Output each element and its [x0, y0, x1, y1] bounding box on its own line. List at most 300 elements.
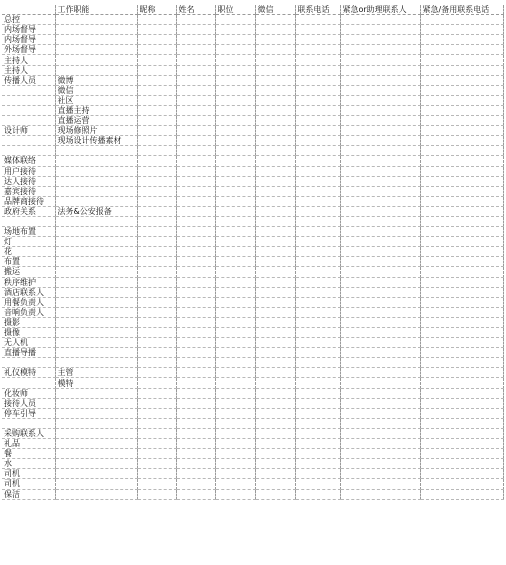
cell-position[interactable] [215, 196, 255, 206]
cell-emergency-contact[interactable] [340, 65, 420, 75]
cell-function[interactable]: 社区 [55, 95, 137, 105]
cell-name[interactable] [176, 126, 215, 136]
cell-emergency-contact[interactable] [340, 479, 420, 489]
cell-nickname[interactable] [137, 186, 176, 196]
cell-phone[interactable] [295, 95, 340, 105]
cell-role[interactable]: 嘉宾接待 [2, 186, 55, 196]
cell-emergency-contact[interactable] [340, 408, 420, 418]
cell-emergency-contact[interactable] [340, 489, 420, 499]
cell-role[interactable]: 布置 [2, 257, 55, 267]
cell-emergency-contact[interactable] [340, 95, 420, 105]
cell-emergency-phone[interactable] [420, 146, 503, 156]
cell-function[interactable] [55, 317, 137, 327]
cell-role[interactable]: 音响负责人 [2, 307, 55, 317]
cell-function[interactable]: 直播运营 [55, 116, 137, 126]
cell-nickname[interactable] [137, 338, 176, 348]
cell-name[interactable] [176, 166, 215, 176]
cell-wechat[interactable] [255, 317, 295, 327]
cell-emergency-phone[interactable] [420, 35, 503, 45]
cell-emergency-contact[interactable] [340, 156, 420, 166]
cell-function[interactable] [55, 307, 137, 317]
cell-wechat[interactable] [255, 408, 295, 418]
cell-position[interactable] [215, 358, 255, 368]
cell-function[interactable] [55, 398, 137, 408]
cell-name[interactable] [176, 287, 215, 297]
cell-wechat[interactable] [255, 55, 295, 65]
cell-role[interactable]: 无人机 [2, 338, 55, 348]
cell-emergency-phone[interactable] [420, 216, 503, 226]
cell-emergency-phone[interactable] [420, 378, 503, 388]
cell-name[interactable] [176, 307, 215, 317]
cell-position[interactable] [215, 328, 255, 338]
cell-position[interactable] [215, 338, 255, 348]
cell-emergency-contact[interactable] [340, 328, 420, 338]
cell-nickname[interactable] [137, 116, 176, 126]
cell-nickname[interactable] [137, 267, 176, 277]
cell-position[interactable] [215, 15, 255, 25]
cell-role[interactable]: 化妆师 [2, 388, 55, 398]
cell-wechat[interactable] [255, 297, 295, 307]
cell-nickname[interactable] [137, 35, 176, 45]
cell-phone[interactable] [295, 176, 340, 186]
cell-emergency-contact[interactable] [340, 459, 420, 469]
header-cell-nickname[interactable]: 昵称 [137, 5, 176, 15]
cell-phone[interactable] [295, 348, 340, 358]
cell-nickname[interactable] [137, 449, 176, 459]
cell-role[interactable] [2, 216, 55, 226]
cell-emergency-contact[interactable] [340, 166, 420, 176]
cell-emergency-phone[interactable] [420, 408, 503, 418]
cell-position[interactable] [215, 227, 255, 237]
cell-position[interactable] [215, 216, 255, 226]
cell-wechat[interactable] [255, 196, 295, 206]
cell-role[interactable]: 政府关系 [2, 206, 55, 216]
cell-emergency-phone[interactable] [420, 25, 503, 35]
cell-emergency-contact[interactable] [340, 75, 420, 85]
cell-role[interactable]: 用户接待 [2, 166, 55, 176]
cell-emergency-contact[interactable] [340, 449, 420, 459]
cell-wechat[interactable] [255, 35, 295, 45]
cell-wechat[interactable] [255, 428, 295, 438]
cell-nickname[interactable] [137, 328, 176, 338]
cell-emergency-phone[interactable] [420, 196, 503, 206]
cell-name[interactable] [176, 328, 215, 338]
cell-emergency-phone[interactable] [420, 95, 503, 105]
cell-wechat[interactable] [255, 307, 295, 317]
cell-role[interactable]: 设计师 [2, 126, 55, 136]
cell-emergency-phone[interactable] [420, 277, 503, 287]
cell-role[interactable]: 传播人员 [2, 75, 55, 85]
cell-phone[interactable] [295, 116, 340, 126]
cell-name[interactable] [176, 317, 215, 327]
cell-position[interactable] [215, 126, 255, 136]
cell-phone[interactable] [295, 65, 340, 75]
cell-emergency-phone[interactable] [420, 237, 503, 247]
cell-wechat[interactable] [255, 15, 295, 25]
cell-name[interactable] [176, 338, 215, 348]
cell-phone[interactable] [295, 479, 340, 489]
cell-emergency-phone[interactable] [420, 75, 503, 85]
cell-phone[interactable] [295, 338, 340, 348]
cell-wechat[interactable] [255, 257, 295, 267]
cell-phone[interactable] [295, 237, 340, 247]
cell-nickname[interactable] [137, 227, 176, 237]
cell-role[interactable]: 总控 [2, 15, 55, 25]
cell-nickname[interactable] [137, 146, 176, 156]
cell-emergency-contact[interactable] [340, 257, 420, 267]
cell-wechat[interactable] [255, 449, 295, 459]
cell-nickname[interactable] [137, 55, 176, 65]
cell-position[interactable] [215, 317, 255, 327]
cell-phone[interactable] [295, 267, 340, 277]
cell-name[interactable] [176, 105, 215, 115]
cell-wechat[interactable] [255, 206, 295, 216]
cell-name[interactable] [176, 257, 215, 267]
cell-nickname[interactable] [137, 196, 176, 206]
cell-position[interactable] [215, 146, 255, 156]
cell-wechat[interactable] [255, 166, 295, 176]
cell-role[interactable] [2, 146, 55, 156]
cell-nickname[interactable] [137, 398, 176, 408]
cell-position[interactable] [215, 297, 255, 307]
cell-function[interactable] [55, 15, 137, 25]
cell-nickname[interactable] [137, 25, 176, 35]
cell-role[interactable]: 司机 [2, 469, 55, 479]
cell-role[interactable]: 花 [2, 247, 55, 257]
cell-emergency-contact[interactable] [340, 277, 420, 287]
cell-emergency-phone[interactable] [420, 247, 503, 257]
cell-position[interactable] [215, 136, 255, 146]
cell-nickname[interactable] [137, 469, 176, 479]
cell-function[interactable] [55, 418, 137, 428]
cell-function[interactable] [55, 267, 137, 277]
cell-position[interactable] [215, 257, 255, 267]
cell-name[interactable] [176, 45, 215, 55]
cell-nickname[interactable] [137, 136, 176, 146]
cell-role[interactable]: 用餐负责人 [2, 297, 55, 307]
cell-position[interactable] [215, 176, 255, 186]
cell-name[interactable] [176, 136, 215, 146]
cell-role[interactable] [2, 418, 55, 428]
cell-emergency-phone[interactable] [420, 126, 503, 136]
cell-phone[interactable] [295, 136, 340, 146]
cell-function[interactable] [55, 55, 137, 65]
cell-name[interactable] [176, 227, 215, 237]
cell-function[interactable] [55, 479, 137, 489]
cell-nickname[interactable] [137, 237, 176, 247]
cell-phone[interactable] [295, 297, 340, 307]
cell-wechat[interactable] [255, 378, 295, 388]
cell-wechat[interactable] [255, 459, 295, 469]
cell-name[interactable] [176, 428, 215, 438]
cell-role[interactable]: 保洁 [2, 489, 55, 499]
cell-role[interactable]: 内场督导 [2, 25, 55, 35]
cell-name[interactable] [176, 277, 215, 287]
cell-phone[interactable] [295, 469, 340, 479]
cell-function[interactable] [55, 247, 137, 257]
cell-name[interactable] [176, 408, 215, 418]
cell-role[interactable]: 采购联系人 [2, 428, 55, 438]
cell-phone[interactable] [295, 216, 340, 226]
cell-phone[interactable] [295, 196, 340, 206]
header-cell-phone[interactable]: 联系电话 [295, 5, 340, 15]
cell-wechat[interactable] [255, 156, 295, 166]
cell-function[interactable] [55, 196, 137, 206]
cell-emergency-contact[interactable] [340, 338, 420, 348]
cell-phone[interactable] [295, 55, 340, 65]
cell-emergency-contact[interactable] [340, 45, 420, 55]
cell-name[interactable] [176, 35, 215, 45]
cell-nickname[interactable] [137, 65, 176, 75]
cell-phone[interactable] [295, 15, 340, 25]
cell-role[interactable]: 水 [2, 459, 55, 469]
cell-emergency-contact[interactable] [340, 267, 420, 277]
cell-role[interactable] [2, 116, 55, 126]
cell-role[interactable]: 场地布置 [2, 227, 55, 237]
cell-name[interactable] [176, 247, 215, 257]
cell-wechat[interactable] [255, 479, 295, 489]
cell-position[interactable] [215, 307, 255, 317]
cell-function[interactable] [55, 469, 137, 479]
cell-position[interactable] [215, 237, 255, 247]
cell-emergency-phone[interactable] [420, 418, 503, 428]
cell-position[interactable] [215, 378, 255, 388]
cell-wechat[interactable] [255, 176, 295, 186]
header-cell-function[interactable]: 工作职能 [55, 5, 137, 15]
cell-emergency-phone[interactable] [420, 469, 503, 479]
cell-emergency-phone[interactable] [420, 45, 503, 55]
cell-position[interactable] [215, 449, 255, 459]
header-cell-emergency-contact[interactable]: 紧急or助理联系人 [340, 5, 420, 15]
cell-emergency-phone[interactable] [420, 85, 503, 95]
cell-function[interactable] [55, 358, 137, 368]
cell-position[interactable] [215, 428, 255, 438]
cell-emergency-phone[interactable] [420, 489, 503, 499]
cell-wechat[interactable] [255, 348, 295, 358]
cell-name[interactable] [176, 176, 215, 186]
cell-phone[interactable] [295, 378, 340, 388]
cell-emergency-contact[interactable] [340, 85, 420, 95]
cell-phone[interactable] [295, 277, 340, 287]
cell-emergency-contact[interactable] [340, 186, 420, 196]
cell-role[interactable] [2, 136, 55, 146]
cell-wechat[interactable] [255, 418, 295, 428]
cell-name[interactable] [176, 75, 215, 85]
cell-name[interactable] [176, 237, 215, 247]
cell-wechat[interactable] [255, 105, 295, 115]
cell-phone[interactable] [295, 287, 340, 297]
cell-name[interactable] [176, 156, 215, 166]
cell-wechat[interactable] [255, 328, 295, 338]
cell-wechat[interactable] [255, 75, 295, 85]
cell-wechat[interactable] [255, 287, 295, 297]
cell-emergency-phone[interactable] [420, 206, 503, 216]
cell-role[interactable]: 司机 [2, 479, 55, 489]
cell-role[interactable]: 外场督导 [2, 45, 55, 55]
cell-name[interactable] [176, 206, 215, 216]
cell-nickname[interactable] [137, 408, 176, 418]
cell-nickname[interactable] [137, 368, 176, 378]
cell-role[interactable]: 灯 [2, 237, 55, 247]
cell-phone[interactable] [295, 388, 340, 398]
cell-emergency-contact[interactable] [340, 378, 420, 388]
cell-function[interactable] [55, 237, 137, 247]
cell-function[interactable] [55, 408, 137, 418]
cell-emergency-phone[interactable] [420, 398, 503, 408]
cell-phone[interactable] [295, 146, 340, 156]
cell-function[interactable] [55, 428, 137, 438]
cell-emergency-phone[interactable] [420, 136, 503, 146]
cell-position[interactable] [215, 75, 255, 85]
cell-nickname[interactable] [137, 105, 176, 115]
cell-nickname[interactable] [137, 489, 176, 499]
cell-role[interactable] [2, 105, 55, 115]
cell-name[interactable] [176, 95, 215, 105]
cell-name[interactable] [176, 186, 215, 196]
cell-name[interactable] [176, 439, 215, 449]
cell-emergency-phone[interactable] [420, 287, 503, 297]
cell-phone[interactable] [295, 398, 340, 408]
cell-role[interactable]: 礼仪模特 [2, 368, 55, 378]
cell-position[interactable] [215, 489, 255, 499]
cell-emergency-contact[interactable] [340, 126, 420, 136]
cell-wechat[interactable] [255, 439, 295, 449]
cell-role[interactable]: 直播导播 [2, 348, 55, 358]
cell-function[interactable]: 微博 [55, 75, 137, 85]
cell-phone[interactable] [295, 126, 340, 136]
cell-function[interactable] [55, 439, 137, 449]
cell-phone[interactable] [295, 186, 340, 196]
cell-phone[interactable] [295, 408, 340, 418]
cell-emergency-contact[interactable] [340, 398, 420, 408]
cell-name[interactable] [176, 449, 215, 459]
cell-nickname[interactable] [137, 388, 176, 398]
cell-nickname[interactable] [137, 348, 176, 358]
cell-nickname[interactable] [137, 216, 176, 226]
cell-function[interactable] [55, 348, 137, 358]
cell-wechat[interactable] [255, 116, 295, 126]
cell-name[interactable] [176, 55, 215, 65]
cell-phone[interactable] [295, 459, 340, 469]
cell-function[interactable] [55, 277, 137, 287]
cell-phone[interactable] [295, 35, 340, 45]
cell-emergency-contact[interactable] [340, 116, 420, 126]
header-cell-position[interactable]: 职位 [215, 5, 255, 15]
cell-wechat[interactable] [255, 136, 295, 146]
cell-position[interactable] [215, 65, 255, 75]
cell-name[interactable] [176, 267, 215, 277]
cell-nickname[interactable] [137, 156, 176, 166]
cell-phone[interactable] [295, 227, 340, 237]
cell-nickname[interactable] [137, 479, 176, 489]
cell-phone[interactable] [295, 75, 340, 85]
cell-function[interactable] [55, 459, 137, 469]
cell-phone[interactable] [295, 328, 340, 338]
cell-position[interactable] [215, 368, 255, 378]
cell-wechat[interactable] [255, 237, 295, 247]
cell-emergency-contact[interactable] [340, 55, 420, 65]
cell-phone[interactable] [295, 105, 340, 115]
cell-emergency-contact[interactable] [340, 237, 420, 247]
cell-emergency-phone[interactable] [420, 297, 503, 307]
cell-nickname[interactable] [137, 85, 176, 95]
cell-function[interactable] [55, 186, 137, 196]
cell-name[interactable] [176, 65, 215, 75]
cell-position[interactable] [215, 408, 255, 418]
cell-emergency-contact[interactable] [340, 196, 420, 206]
cell-emergency-contact[interactable] [340, 216, 420, 226]
cell-position[interactable] [215, 156, 255, 166]
cell-emergency-phone[interactable] [420, 358, 503, 368]
cell-function[interactable] [55, 328, 137, 338]
cell-role[interactable]: 媒体联络 [2, 156, 55, 166]
cell-emergency-contact[interactable] [340, 418, 420, 428]
cell-emergency-phone[interactable] [420, 257, 503, 267]
cell-role[interactable]: 摄像 [2, 328, 55, 338]
cell-phone[interactable] [295, 25, 340, 35]
cell-role[interactable]: 接待人员 [2, 398, 55, 408]
cell-function[interactable] [55, 489, 137, 499]
cell-emergency-phone[interactable] [420, 328, 503, 338]
cell-function[interactable] [55, 257, 137, 267]
cell-nickname[interactable] [137, 75, 176, 85]
cell-emergency-phone[interactable] [420, 116, 503, 126]
cell-emergency-contact[interactable] [340, 136, 420, 146]
cell-emergency-contact[interactable] [340, 368, 420, 378]
cell-position[interactable] [215, 166, 255, 176]
cell-wechat[interactable] [255, 338, 295, 348]
cell-name[interactable] [176, 348, 215, 358]
cell-name[interactable] [176, 25, 215, 35]
cell-role[interactable] [2, 85, 55, 95]
cell-name[interactable] [176, 388, 215, 398]
cell-emergency-contact[interactable] [340, 297, 420, 307]
cell-position[interactable] [215, 116, 255, 126]
cell-phone[interactable] [295, 45, 340, 55]
cell-name[interactable] [176, 368, 215, 378]
cell-name[interactable] [176, 85, 215, 95]
cell-emergency-phone[interactable] [420, 267, 503, 277]
cell-position[interactable] [215, 105, 255, 115]
cell-function[interactable] [55, 45, 137, 55]
cell-phone[interactable] [295, 439, 340, 449]
cell-wechat[interactable] [255, 358, 295, 368]
cell-nickname[interactable] [137, 307, 176, 317]
cell-position[interactable] [215, 348, 255, 358]
cell-role[interactable]: 主持人 [2, 55, 55, 65]
cell-role[interactable]: 停车引导 [2, 408, 55, 418]
cell-role[interactable]: 达人接待 [2, 176, 55, 186]
cell-nickname[interactable] [137, 45, 176, 55]
cell-emergency-contact[interactable] [340, 146, 420, 156]
cell-wechat[interactable] [255, 85, 295, 95]
cell-wechat[interactable] [255, 469, 295, 479]
cell-position[interactable] [215, 186, 255, 196]
cell-nickname[interactable] [137, 358, 176, 368]
cell-emergency-contact[interactable] [340, 358, 420, 368]
cell-emergency-contact[interactable] [340, 348, 420, 358]
cell-emergency-phone[interactable] [420, 176, 503, 186]
cell-position[interactable] [215, 45, 255, 55]
cell-position[interactable] [215, 25, 255, 35]
cell-position[interactable] [215, 267, 255, 277]
header-cell-emergency-phone[interactable]: 紧急/备用联系电话 [420, 5, 503, 15]
cell-name[interactable] [176, 469, 215, 479]
cell-wechat[interactable] [255, 25, 295, 35]
cell-nickname[interactable] [137, 439, 176, 449]
cell-function[interactable]: 主管 [55, 368, 137, 378]
cell-emergency-contact[interactable] [340, 25, 420, 35]
